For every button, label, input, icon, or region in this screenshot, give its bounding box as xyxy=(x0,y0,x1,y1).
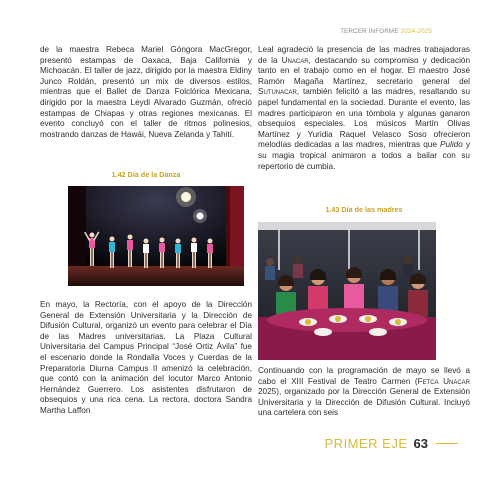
text-fragment: Continuando con la programación de mayo se llevó a cabo el XIII Festival de Teatro Carmen ( xyxy=(258,366,470,386)
left-column-top-text xyxy=(40,45,252,140)
paragraph-mothers-day-event: En mayo, la Rectoría, con el apoyo de la Dirección General de Extensión Universitaria y la Dirección de Difusión Cultural, organizó un evento para celebrar el Día de las Madres universitarias. La Plaza Cultural Universitaria del Campus Principal “José Ortiz Ávila” fue el escenario donde la Rondalla Voces y Cuerdas de la Preparatoria Diurna Campus II amenizó la celebración, que contó con la animación del locutor Marco Antonio Hernández Guerrero. Los asistentes disfrutaron de obsequios y una rica cena. La rectora, doctora Sandra Martha Laffon xyxy=(40,300,252,415)
mothers-day-illustration xyxy=(258,222,436,360)
figure-caption-dance-day: 1.42 Día de la Danza xyxy=(111,170,181,179)
org-sutunacar: Sutunacar xyxy=(258,87,297,97)
mothers-day-photo xyxy=(258,222,436,360)
text-fragment: ), organizado por la Dirección General de Extensión Universitaria y la Dirección de Difusión Cultural. Incluyó una cartelera con seis xyxy=(258,387,470,418)
dance-day-photo xyxy=(68,186,244,286)
footer-divider xyxy=(436,443,458,445)
report-years: 2024-2025 xyxy=(400,28,432,35)
org-unacar: Unacar xyxy=(281,55,309,65)
performer-pulido: Pulido xyxy=(440,140,463,150)
right-column-top-text xyxy=(258,45,470,172)
left-column-bottom-text xyxy=(40,300,252,417)
text-fragment: y su magia tropical animaron a todos a bailar con su repertorio de cumbia. xyxy=(258,140,471,171)
paragraph-theater-festival xyxy=(258,366,470,419)
paragraph-dance-workshops: de la maestra Rebeca Mariel Góngora MacGregor, presentó estampas de Oaxaca, Baja California y Michoacán. El taller de jazz, dirigido por la maestra Eldiny Junco Roldán, presentó un mix de diversos estilos, mientras que el Ballet de Danza Folclórica Mexicana, dirigido por la maestra Leydi Alvarado Guzmán, ofreció estampas de Chiapas y otras regiones mexicanas. El evento concluyó con el taller de ritmos polinesios, mostrando danzas de Hawái, Nueva Zelanda y Tahití. xyxy=(40,45,252,139)
right-column-bottom-text xyxy=(258,366,470,419)
section-label: PRIMER EJE xyxy=(324,436,408,451)
report-title: TERCER INFORME xyxy=(340,28,399,35)
page-footer xyxy=(325,436,458,451)
text-fragment: , destacando su compromiso y dedicación tanto en el trabajo como en el hogar. El maestro José Ramón Magaña Martínez, secretario general del xyxy=(258,55,470,86)
festival-acronym: Fetca Unacar 2025 xyxy=(258,376,470,397)
text-fragment: , también felicitó a las madres, resaltando su papel fundamental en la sociedad. Durante el evento, las madres participaron en una tómbola y algunas ganaron obsequios especiales. Los músicos Martín Olivas Martínez y Yuridia Raquel Velasco Soso ofrecieron melodías dedicadas a las madres, mientras que xyxy=(258,87,470,150)
text-fragment: Leal agradeció la presencia de las madres trabajadoras de la xyxy=(258,45,470,65)
report-header xyxy=(340,28,432,35)
paragraph-mothers-day-recognition xyxy=(258,45,470,172)
figure-caption-mothers-day: 1.43 Día de las madres xyxy=(325,205,403,214)
dance-stage-illustration xyxy=(68,186,244,286)
page-number: 63 xyxy=(413,436,428,451)
